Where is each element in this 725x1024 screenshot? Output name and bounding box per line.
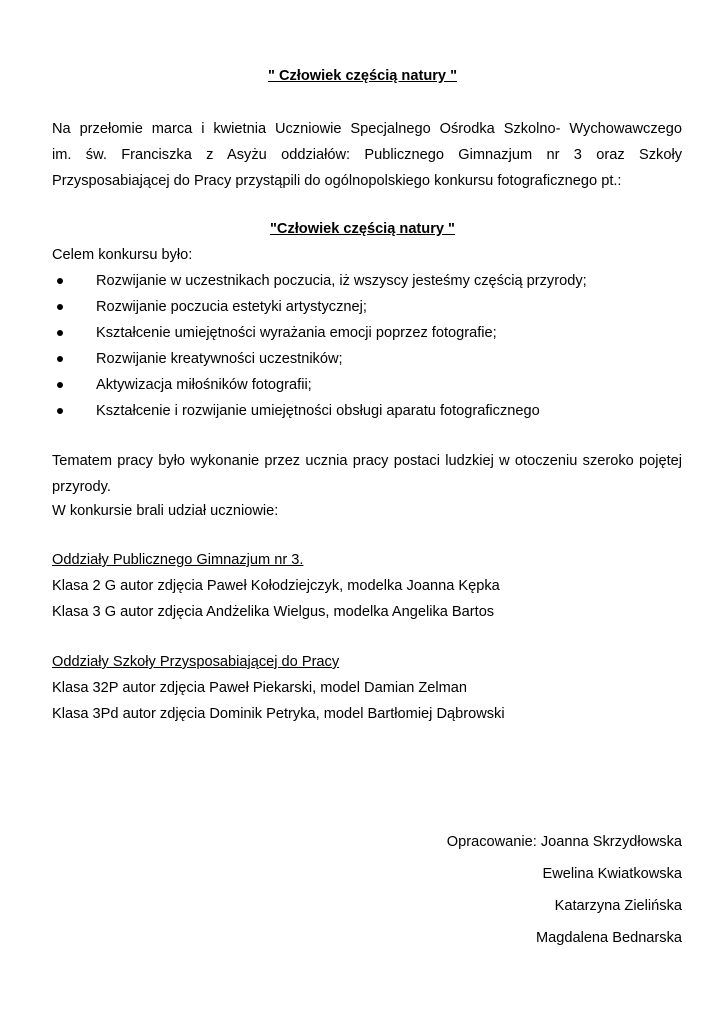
szkola-entry: Klasa 32P autor zdjęcia Paweł Piekarski, model Damian Zelman (52, 680, 468, 696)
signature-line: Katarzyna Zielińska (554, 898, 682, 914)
gimnazjum-heading: Oddziały Publicznego Gimnazjum nr 3. (52, 552, 304, 568)
signature-line: Opracowanie: Joanna Skrzydłowska (446, 834, 682, 850)
goals-list (52, 268, 682, 424)
theme-line: Tematem pracy było wykonanie przez ucznia pracy postaci ludzkiej w otoczeniu szeroko pojętej (52, 453, 682, 469)
theme-line: przyrody. (52, 479, 111, 495)
szkola-heading: Oddziały Szkoły Przysposabiającej do Pracy (52, 654, 340, 670)
szkola-entry: Klasa 3Pd autor zdjęcia Dominik Petryka, model Bartłomiej Dąbrowski (52, 706, 505, 722)
goal-item (52, 398, 682, 424)
bullet-icon (57, 382, 63, 388)
goal-text: Aktywizacja miłośników fotografii; (96, 377, 312, 393)
goal-item (52, 320, 682, 346)
intro-line: Przysposabiającej do Pracy przystąpili do ogólnopolskiego konkursu fotograficznego pt.: (52, 173, 622, 189)
goal-item (52, 268, 682, 294)
contest-subtitle: "Człowiek częścią natury " (270, 221, 455, 237)
intro-line: Na przełomie marca i kwietnia Uczniowie Specjalnego Ośrodka Szkolno- Wychowawczego (52, 121, 682, 137)
intro-paragraph (52, 116, 682, 194)
participants-intro: W konkursie brali udział uczniowie: (52, 503, 279, 519)
bullet-icon (57, 304, 63, 310)
goal-item (52, 294, 682, 320)
intro-line: im. św. Franciszka z Asyżu oddziałów: Publicznego Gimnazjum nr 3 oraz Szkoły (52, 147, 682, 163)
bullet-icon (57, 408, 63, 414)
bullet-icon (57, 356, 63, 362)
goal-text: Rozwijanie poczucia estetyki artystycznej; (96, 299, 367, 315)
gimnazjum-entry: Klasa 2 G autor zdjęcia Paweł Kołodziejczyk, modelka Joanna Kępka (52, 578, 500, 594)
goal-text: Kształcenie i rozwijanie umiejętności obsługi aparatu fotograficznego (96, 403, 540, 419)
goal-text: Kształcenie umiejętności wyrażania emocji poprzez fotografie; (96, 325, 497, 341)
document-title: " Człowiek częścią natury " (267, 68, 458, 84)
goal-text: Rozwijanie kreatywności uczestników; (96, 351, 343, 367)
goal-text: Rozwijanie w uczestnikach poczucia, iż wszyscy jesteśmy częścią przyrody; (96, 273, 587, 289)
goal-item (52, 346, 682, 372)
signature-line: Magdalena Bednarska (535, 930, 682, 946)
gimnazjum-entry: Klasa 3 G autor zdjęcia Andżelika Wielgus, modelka Angelika Bartos (52, 604, 495, 620)
theme-paragraph (52, 448, 682, 500)
goal-item (52, 372, 682, 398)
bullet-icon (57, 330, 63, 336)
goals-heading: Celem konkursu było: (52, 247, 193, 263)
bullet-icon (57, 278, 63, 284)
signature-line: Ewelina Kwiatkowska (542, 866, 682, 882)
